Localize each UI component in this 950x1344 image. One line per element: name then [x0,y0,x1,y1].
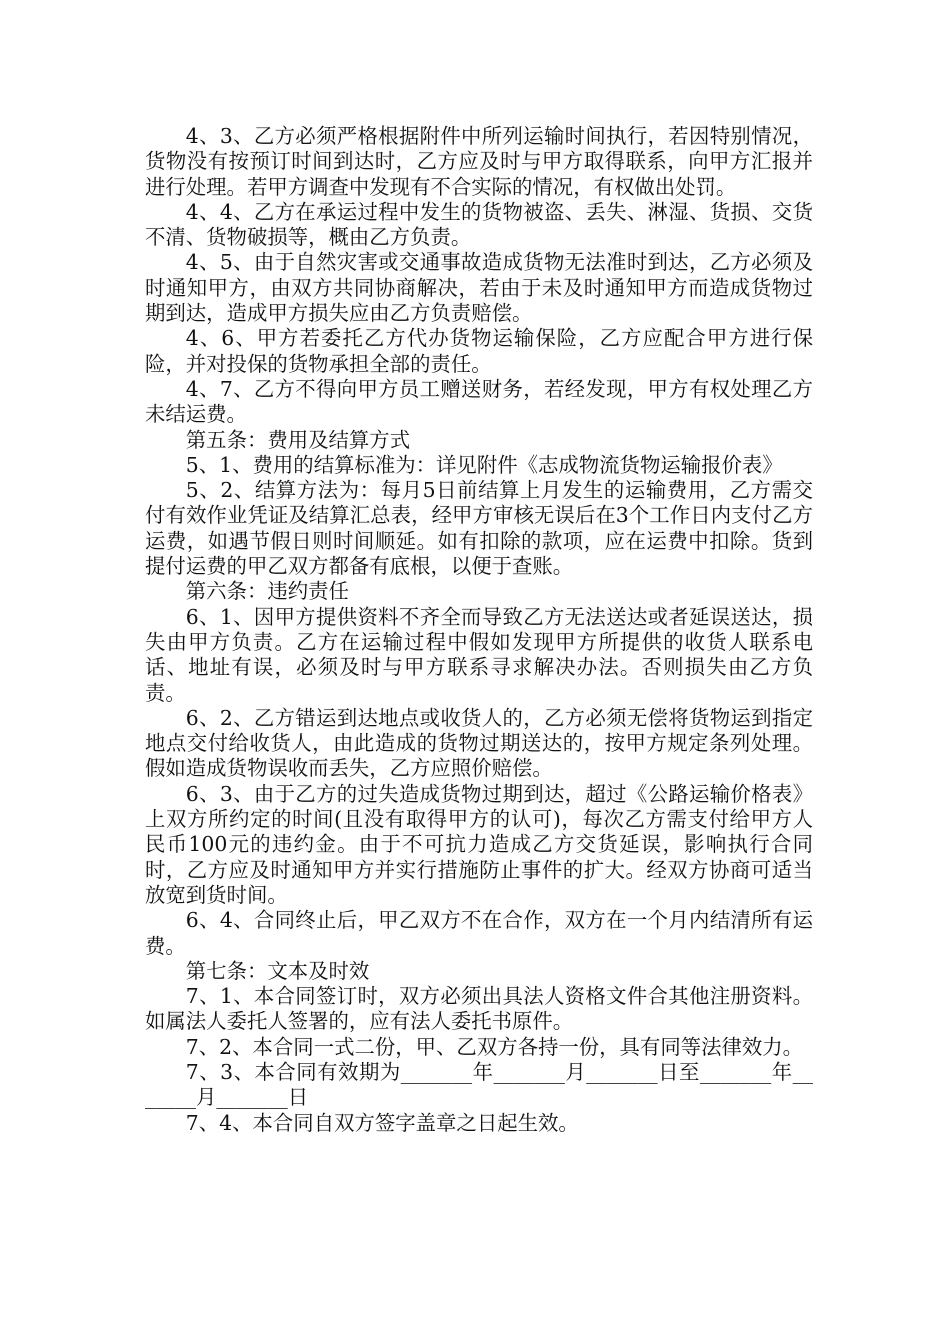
clause-4-3: 4、3、乙方必须严格根据附件中所列运输时间执行，若因特别情况，货物没有按预订时间到达时，乙方应及时与甲方取得联系，向甲方汇报并进行处理。若甲方调查中发现有不合实际的情况，有权做出处罚。 [145,124,813,199]
clause-5-1: 5、1、费用的结算标准为：详见附件《志成物流货物运输报价表》 [185,452,783,477]
clause-7-2: 7、2、本合同一式二份，甲、乙双方各持一份，具有同等法律效力。 [185,1034,804,1059]
article-7-heading: 第七条：文本及时效 [185,958,370,983]
clause-5-2: 5、2、结算方法为：每月5日前结算上月发生的运输费用，乙方需交付有效作业凭证及结算汇总表，经甲方审核无误后在3个工作日内支付乙方运费，如遇节假日则时间顺延。如有扣除的款项，应在运费中扣除。货到提付运费的甲乙双方都备有底根，以便于查账。 [145,478,813,579]
clause-7-1: 7、1、本合同签订时，双方必须出具法人资格文件合其他注册资料。如属法人委托人签署的，应有法人委托书原件。 [145,984,813,1034]
clause-6-3: 6、3、由于乙方的过失造成货物过期到达，超过《公路运输价格表》上双方所约定的时间(且没有取得甲方的认可)，每次乙方需支付给甲方人民币100元的违约金。由于不可抗力造成乙方交货延误，影响执行合同时，乙方应及时通知甲方并实行措施防止事件的扩大。经双方协商可适当放宽到货时间。 [145,781,813,907]
article-5-heading: 第五条：费用及结算方式 [185,427,411,452]
clause-4-5: 4、5、由于自然灾害或交通事故造成货物无法准时到达，乙方必须及时通知甲方，由双方共同协商解决，若由于未及时通知甲方而造成货物过期到达，造成甲方损失应由乙方负责赔偿。 [145,250,813,326]
clause-6-4: 6、4、合同终止后，甲乙双方不在合作，双方在一个月内结清所有运费。 [145,908,813,958]
clause-4-4: 4、4、乙方在承运过程中发生的货物被盗、丢失、淋湿、货损、交货不清、货物破损等，概由乙方负责。 [145,199,813,250]
clause-7-4: 7、4、本合同自双方签字盖章之日起生效。 [185,1110,579,1135]
article-6-heading: 第六条：违约责任 [185,579,349,604]
clause-4-7: 4、7、乙方不得向甲方员工赠送财务，若经发现，甲方有权处理乙方未结运费。 [145,376,813,427]
clause-6-1: 6、1、因甲方提供资料不齐全而导致乙方无法送达或者延误送达，损失由甲方负责。乙方在运输过程中假如发现甲方所提供的收货人联系电话、地址有误，必须及时与甲方联系寻求解决办法。否则损失由乙方负责。 [145,604,813,705]
clause-6-2: 6、2、乙方错运到达地点或收货人的，乙方必须无偿将货物运到指定地点交付给收货人，由此造成的货物过期送达的，按甲方规定条列处理。假如造成货物误收而丢失，乙方应照价赔偿。 [145,705,813,781]
clause-7-3: 7、3、本合同有效期为_______年_______月_______日至_______年_______月_______日 [145,1059,813,1110]
clause-4-6: 4、6、甲方若委托乙方代办货物运输保险，乙方应配合甲方进行保险，并对投保的货物承担全部的责任。 [145,326,813,376]
document-page [145,124,813,1136]
